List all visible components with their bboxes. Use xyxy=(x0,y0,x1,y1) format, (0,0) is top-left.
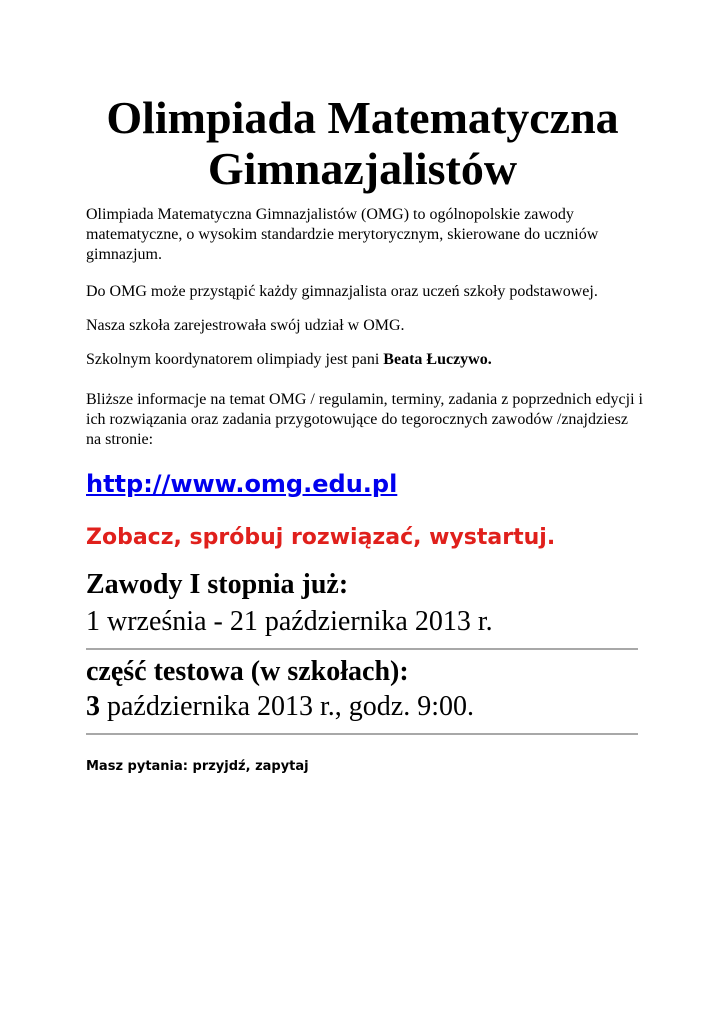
eligibility-paragraph: Do OMG może przystąpić każdy gimnazjalista oraz uczeń szkoły podstawowej. xyxy=(86,283,598,300)
coordinator-prefix: Szkolnym koordynatorem olimpiady jest pani xyxy=(86,351,384,368)
intro-paragraph: Olimpiada Matematyczna Gimnazjalistów (OMG) to ogólnopolskie zawody matematyczne, o wysokim standardzie merytorycznym, skierowane do uczniów gimnazjum. xyxy=(86,206,599,263)
footer-questions: Masz pytania: przyjdź, zapytaj xyxy=(86,759,309,774)
test-part-date-rest: października 2013 r., godz. 9:00. xyxy=(100,691,475,722)
stage1-heading: Zawody I stopnia już: xyxy=(86,569,349,600)
coordinator-paragraph xyxy=(86,350,646,370)
slogan: Zobacz, spróbuj rozwiązać, wystartuj. xyxy=(86,525,556,550)
test-part-date xyxy=(86,690,474,724)
divider xyxy=(86,733,638,735)
info-paragraph: Bliższe informacje na temat OMG / regulamin, terminy, zadania z poprzednich edycji i ich rozwiązania oraz zadania przygotowujące do tegorocznych zawodów /znajdziesz na stronie: xyxy=(86,391,643,448)
omg-website-link[interactable]: http://www.omg.edu.pl xyxy=(86,470,398,498)
test-part-heading: część testowa (w szkołach): xyxy=(86,656,409,687)
divider xyxy=(86,648,638,650)
page-title-line-2: Gimnazjalistów xyxy=(207,143,518,194)
test-part-day: 3 xyxy=(86,691,100,722)
page-title-line-1: Olimpiada Matematyczna xyxy=(106,92,619,143)
registration-paragraph: Nasza szkoła zarejestrowała swój udział w OMG. xyxy=(86,317,405,334)
coordinator-name: Beata Łuczywo. xyxy=(383,351,492,368)
stage1-dates: 1 września - 21 października 2013 r. xyxy=(86,606,493,637)
